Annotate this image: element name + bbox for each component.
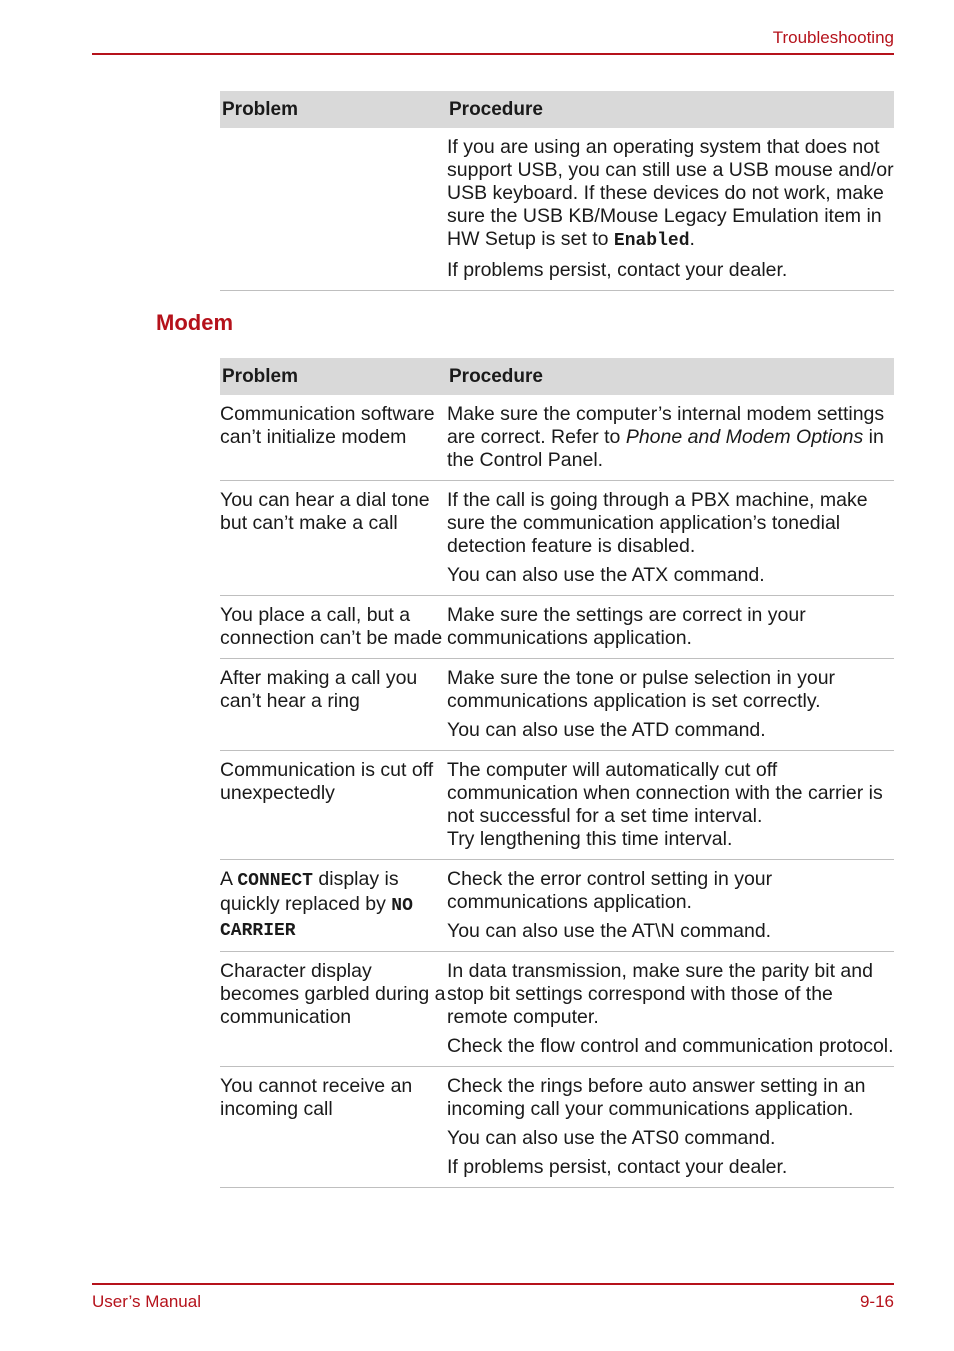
procedure-text: In data transmission, make sure the parity bit and stop bit settings correspond with those of the remote computer. [447, 960, 873, 1028]
procedure-text: Check the rings before auto answer setting in an incoming call your communications application. [447, 1075, 866, 1120]
header-rule [92, 53, 894, 55]
table-row [220, 860, 894, 952]
problem-text-part: display is quickly replaced by [220, 868, 399, 915]
problem-cell: You cannot receive an incoming call [220, 1067, 447, 1188]
procedure-text [447, 136, 894, 253]
procedure-cell [447, 596, 894, 659]
table-row [220, 395, 894, 481]
problem-cell: Communication is cut off unexpectedly [220, 751, 447, 860]
table-header-row [220, 358, 894, 395]
procedure-text-part: Make sure the computer’s internal modem settings are correct. Refer to [447, 403, 885, 448]
procedure-text-part: Try lengthening this time interval. [447, 828, 733, 850]
footer-manual-title: User’s Manual [92, 1292, 201, 1311]
procedure-cell [447, 481, 894, 596]
table-row [220, 596, 894, 659]
column-header-procedure: Procedure [447, 91, 894, 128]
procedure-text: You can also use the AT\N command. [447, 920, 772, 942]
table-row [220, 659, 894, 751]
procedure-cell [447, 395, 894, 481]
procedure-text: You can also use the ATS0 command. [447, 1127, 776, 1149]
problem-cell: After making a call you can’t hear a ring [220, 659, 447, 751]
table-row [220, 481, 894, 596]
procedure-cell [447, 128, 894, 291]
problem-cell: Character display becomes garbled during a communication [220, 952, 447, 1067]
setting-value: Enabled [613, 231, 690, 251]
procedure-text [447, 403, 894, 472]
table-header-row [220, 91, 894, 128]
procedure-text-part: . [689, 228, 695, 250]
procedure-text: Make sure the settings are correct in your communications application. [447, 604, 806, 649]
procedure-text: You can also use the ATD command. [447, 719, 766, 741]
usb-problem-table [220, 91, 894, 291]
procedure-text-part: in the Control Panel. [447, 426, 884, 471]
procedure-text: You can also use the ATX command. [447, 564, 765, 586]
table-row [220, 128, 894, 291]
procedure-text: Check the error control setting in your communications application. [447, 868, 773, 913]
problem-cell: Communication software can’t initialize modem [220, 395, 447, 481]
table-row [220, 952, 894, 1067]
table-row [220, 1067, 894, 1188]
column-header-problem: Problem [220, 358, 447, 395]
problem-cell: You can hear a dial tone but can’t make a call [220, 481, 447, 596]
procedure-text-part: The computer will automatically cut off communication when connection with the carrier is not successful for a set time interval. [447, 759, 883, 827]
column-header-problem: Problem [220, 91, 447, 128]
procedure-text: If problems persist, contact your dealer. [447, 1156, 788, 1178]
procedure-text [447, 759, 894, 851]
procedure-text-part: If you are using an operating system that does not support USB, you can still use a USB mouse and/or USB keyboard. If these devices do not work, make sure the USB KB/Mouse Legacy Emulation item in HW Setup is set to [447, 136, 894, 250]
problem-cell: You place a call, but a connection can’t be made [220, 596, 447, 659]
table-row [220, 751, 894, 860]
procedure-text: If the call is going through a PBX machine, make sure the communication application’s tonedial detection feature is disabled. [447, 489, 868, 557]
problem-cell [220, 860, 447, 952]
running-header: Troubleshooting [772, 28, 894, 47]
procedure-text: Check the flow control and communication protocol. [447, 1035, 894, 1057]
procedure-cell [447, 860, 894, 952]
procedure-cell [447, 1067, 894, 1188]
footer-rule [92, 1283, 894, 1285]
procedure-text: Make sure the tone or pulse selection in your communications application is set correctly. [447, 667, 836, 712]
procedure-cell [447, 751, 894, 860]
procedure-cell [447, 952, 894, 1067]
section-heading: Modem [156, 310, 233, 335]
display-message: NO CARRIER [220, 896, 413, 941]
problem-text-part: A [220, 868, 238, 890]
procedure-cell [447, 659, 894, 751]
page-number: 9-16 [859, 1292, 894, 1311]
column-header-procedure: Procedure [447, 358, 894, 395]
procedure-text: If problems persist, contact your dealer. [447, 259, 788, 281]
reference-text: Phone and Modem Options [625, 426, 864, 448]
modem-problem-table [220, 358, 894, 1188]
problem-cell [220, 128, 447, 291]
display-message: CONNECT [237, 871, 313, 891]
